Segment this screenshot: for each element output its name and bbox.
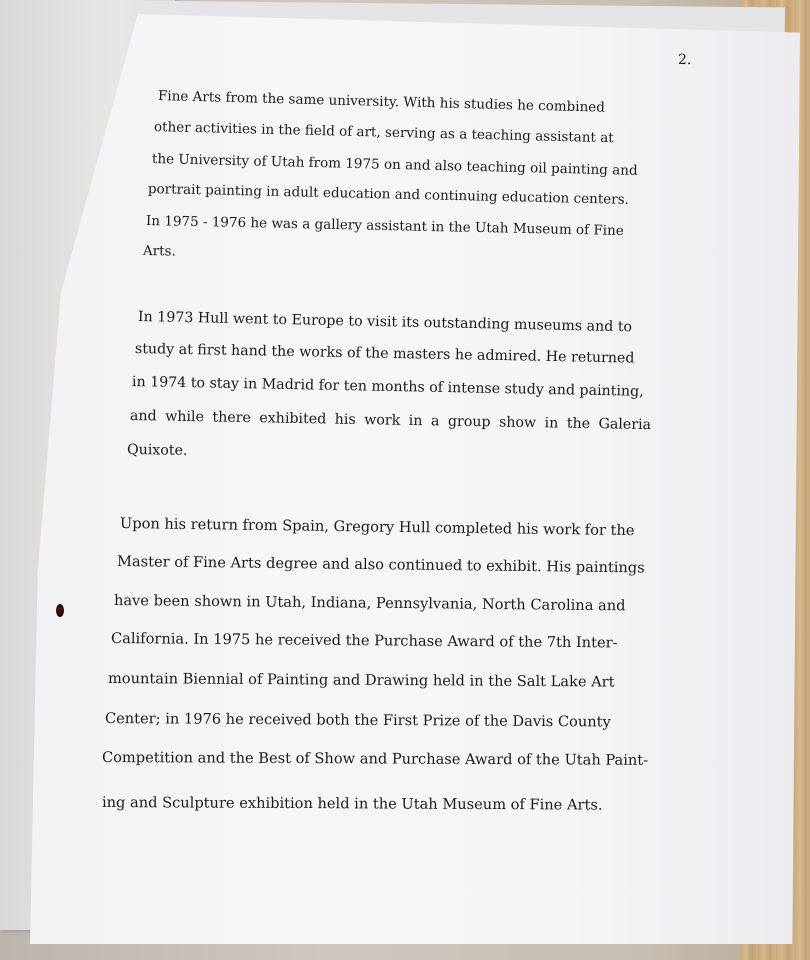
text-line: Quixote. (126, 442, 188, 459)
text-line: study at first hand the works of the masters he admired. He returned (134, 341, 635, 367)
text-line: Arts. (142, 243, 176, 260)
text-line: California. In 1975 he received the Purchase Award of the 7th Inter- (110, 630, 618, 652)
text-line: Upon his return from Spain, Gregory Hull completed his work for the (119, 515, 635, 540)
text-line: Center; in 1976 he received both the First Prize of the Davis County (104, 710, 611, 731)
text-line: mountain Biennial of Painting and Drawing held in the Salt Lake Art (107, 670, 615, 691)
text-line: In 1975 - 1976 he was a gallery assistant in the Utah Museum of Fine (145, 213, 624, 240)
page-number: 2. (677, 51, 692, 69)
text-line: Competition and the Best of Show and Purchase Award of the Utah Paint- (101, 749, 649, 769)
text-line: and while there exhibited his work in a group show in the Galeria (129, 408, 652, 434)
text-line: In 1973 Hull went to Europe to visit its outstanding museums and to (137, 309, 633, 336)
binder-hole (56, 604, 64, 617)
text-line: portrait painting in adult education and continuing education centers. (147, 181, 630, 208)
text-line: in 1974 to stay in Madrid for ten months of intense study and painting, (131, 374, 644, 400)
text-line: Master of Fine Arts degree and also continued to exhibit. His paintings (116, 553, 645, 577)
text-line: other activities in the field of art, serving as a teaching assistant at (153, 119, 614, 147)
text-line: ing and Sculpture exhibition held in the Utah Museum of Fine Arts. (101, 794, 603, 814)
text-line: the University of Utah from 1975 on and also teaching oil painting and (151, 151, 638, 179)
text-line: Fine Arts from the same university. With his studies he combined (157, 88, 606, 116)
text-line: have been shown in Utah, Indiana, Pennsylvania, North Carolina and (113, 592, 626, 615)
